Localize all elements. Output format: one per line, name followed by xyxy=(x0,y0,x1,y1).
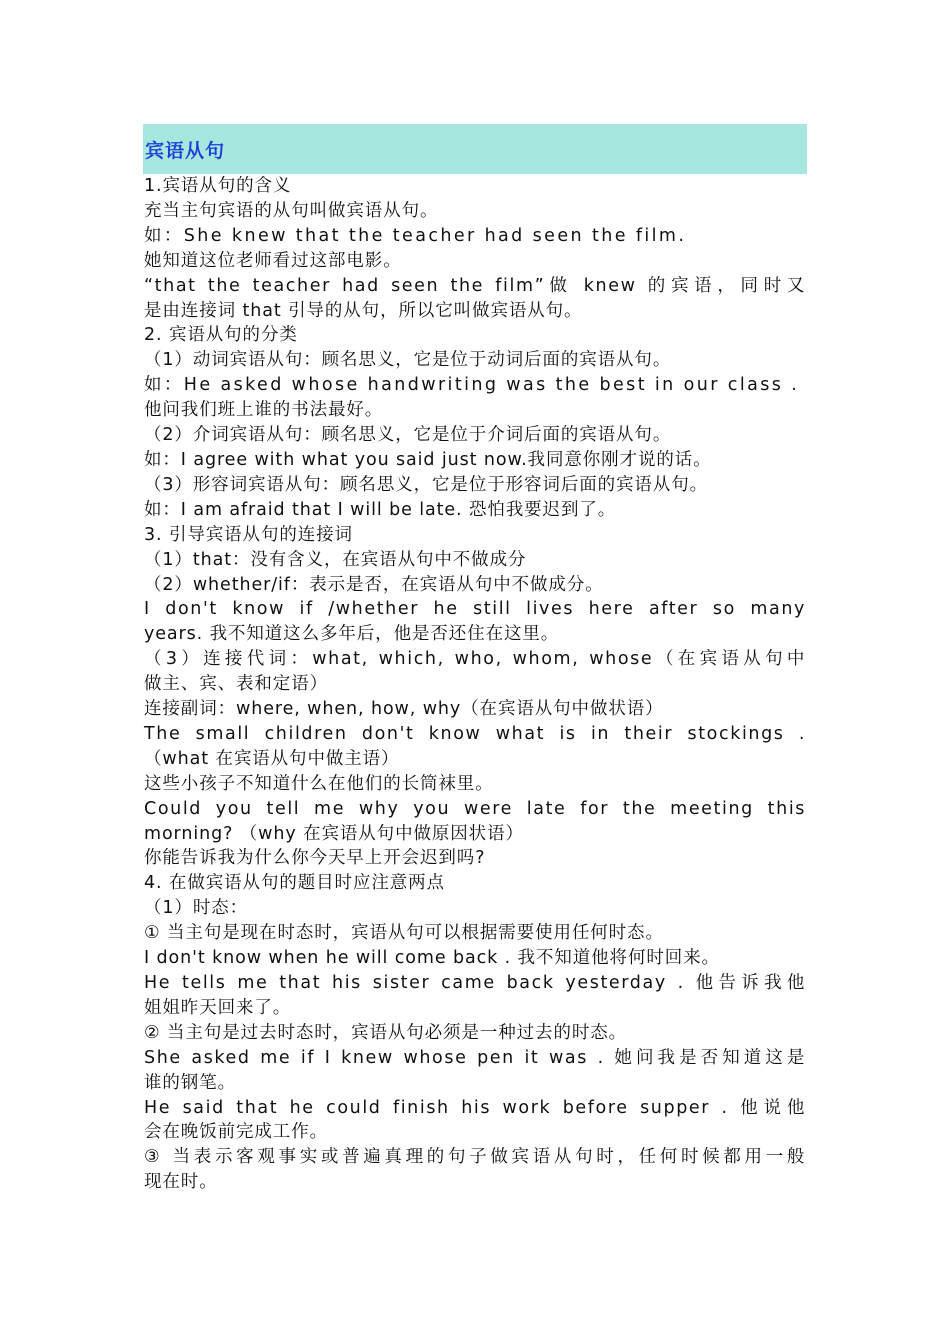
text-line: 是由连接词 that 引导的从句，所以它叫做宾语从句。 xyxy=(144,300,583,321)
text-line: ① 当主句是现在时态时，宾语从句可以根据需要使用任何时态。 xyxy=(144,923,664,944)
heading-1: 1.宾语从句的含义 xyxy=(144,176,292,196)
example-line: He said that he could finish his work before supper . 他说他 xyxy=(144,1097,806,1118)
example-line: The small children don't know what is in their stockings . xyxy=(144,723,806,744)
section-title: 宾语从句 xyxy=(145,139,226,162)
text-line: （1）that：没有含义，在宾语从句中不做成分 xyxy=(144,549,527,570)
section-title-bar xyxy=(143,124,807,174)
example-line: He tells me that his sister came back yesterday . 他告诉我他 xyxy=(144,973,806,993)
text-line: 你能告诉我为什么你今天早上开会迟到吗? xyxy=(144,848,486,869)
text-line: ② 当主句是过去时态时，宾语从句必须是一种过去的时态。 xyxy=(144,1022,628,1043)
example-line: 如：He asked whose handwriting was the best in our class . xyxy=(144,375,800,396)
text-line: （3）连接代词：what, which, who, whom, whose（在宾语从句中 xyxy=(144,649,806,670)
text-line: 这些小孩子不知道什么在他们的长筒袜里。 xyxy=(144,773,494,794)
text-line: 谁的钢笔。 xyxy=(144,1072,236,1093)
text-line: 会在晚饭前完成工作。 xyxy=(144,1122,328,1143)
example-line: 如：I am afraid that I will be late. 恐怕我要迟到了。 xyxy=(144,499,617,520)
heading-3: 3. 引导宾语从句的连接词 xyxy=(144,524,353,545)
text-line: 现在时。 xyxy=(144,1172,218,1193)
text-line: morning? （why 在宾语从句中做原因状语） xyxy=(144,823,524,844)
text-line: 连接副词：where, when, how, why（在宾语从句中做状语） xyxy=(144,699,664,720)
text-line: （what 在宾语从句中做主语） xyxy=(144,748,400,769)
text-line: years. 我不知道这么多年后，他是否还住在这里。 xyxy=(144,624,560,645)
text-line: 他问我们班上谁的书法最好。 xyxy=(144,400,384,421)
heading-2: 2. 宾语从句的分类 xyxy=(144,325,298,346)
text-line: （3）形容词宾语从句：顾名思义，它是位于形容词后面的宾语从句。 xyxy=(144,474,709,495)
text-line: （2）介词宾语从句：顾名思义，它是位于介词后面的宾语从句。 xyxy=(144,425,672,446)
example-line: I don't know when he will come back . 我不知道他将何时回来。 xyxy=(144,948,720,969)
document-body xyxy=(144,174,806,1195)
example-line: 如：She knew that the teacher had seen the film. xyxy=(144,225,687,246)
text-line: 做主、宾、表和定语） xyxy=(144,674,328,695)
text-line: “that the teacher had seen the film”做 knew 的宾语，同时又 xyxy=(144,275,806,296)
text-line: 姐姐昨天回来了。 xyxy=(144,997,292,1018)
text-line: 她知道这位老师看过这部电影。 xyxy=(144,250,402,271)
example-line: I don't know if /whether he still lives here after so many xyxy=(144,599,806,620)
example-line: She asked me if I knew whose pen it was . 她问我是否知道这是 xyxy=(144,1047,806,1068)
text-line: （1）动词宾语从句：顾名思义，它是位于动词后面的宾语从句。 xyxy=(144,350,672,371)
example-line: 如：I agree with what you said just now.我同意你刚才说的话。 xyxy=(144,449,712,470)
text-line: （2）whether/if：表示是否，在宾语从句中不做成分。 xyxy=(144,574,604,595)
text-line: ③ 当表示客观事实或普遍真理的句子做宾语从句时，任何时候都用一般 xyxy=(144,1147,806,1168)
text-line: 充当主句宾语的从句叫做宾语从句。 xyxy=(144,200,439,221)
text-line: （1）时态： xyxy=(144,898,249,919)
heading-4: 4. 在做宾语从句的题目时应注意两点 xyxy=(144,873,445,894)
example-line: Could you tell me why you were late for the meeting this xyxy=(144,798,806,819)
